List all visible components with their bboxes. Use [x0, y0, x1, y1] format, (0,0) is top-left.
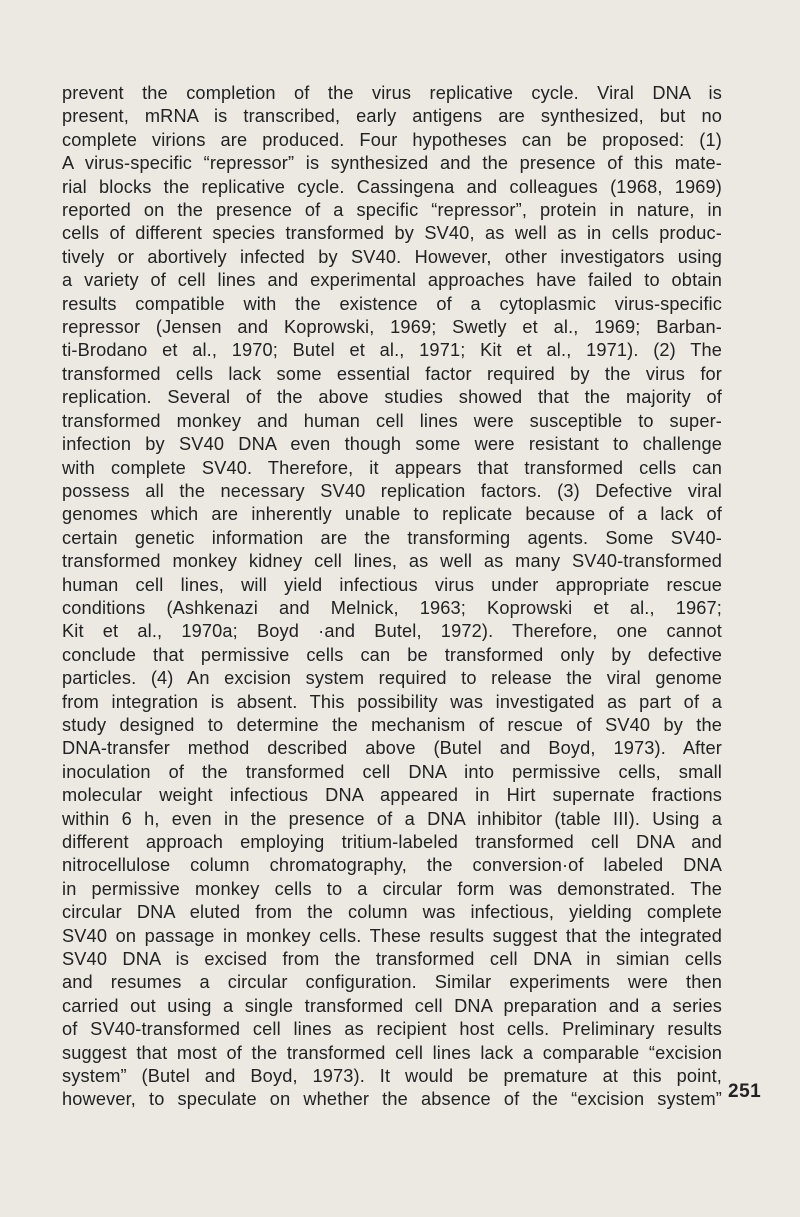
text-line: genomes which are inherently unable to replicate because of a lack of	[62, 504, 722, 525]
text-line: Kit et al., 1970a; Boyd ·and Butel, 1972). Therefore, one cannot	[62, 621, 722, 642]
text-line: results compatible with the existence of a cytoplasmic virus-specific	[62, 293, 722, 314]
text-line: particles. (4) An excision system required to release the viral genome	[62, 668, 722, 689]
text-line: with complete SV40. Therefore, it appears that transformed cells can	[62, 457, 722, 478]
text-line: tively or abortively infected by SV40. However, other investigators using	[62, 246, 722, 267]
text-line: conclude that permissive cells can be transformed only by defective	[62, 644, 722, 665]
text-line: from integration is absent. This possibility was investigated as part of a	[62, 691, 722, 712]
text-line: infection by SV40 DNA even though some were resistant to challenge	[62, 434, 722, 455]
text-line: transformed monkey kidney cell lines, as well as many SV40-transformed	[62, 551, 722, 572]
page-number: 251	[728, 1081, 762, 1102]
text-line: within 6 h, even in the presence of a DNA inhibitor (table III). Using a	[62, 808, 722, 829]
text-line: a variety of cell lines and experimental approaches have failed to obtain	[62, 270, 722, 291]
text-line: DNA-transfer method described above (Butel and Boyd, 1973). After	[62, 738, 722, 759]
text-line: system” (Butel and Boyd, 1973). It would be premature at this point,	[62, 1066, 722, 1087]
text-line: carried out using a single transformed cell DNA preparation and a series	[62, 995, 722, 1016]
text-line: circular DNA eluted from the column was infectious, yielding complete	[62, 902, 722, 923]
text-line: rial blocks the replicative cycle. Cassingena and colleagues (1968, 1969)	[62, 176, 722, 197]
text-line: certain genetic information are the transforming agents. Some SV40-	[62, 527, 722, 548]
text-line: possess all the necessary SV40 replication factors. (3) Defective viral	[62, 480, 722, 501]
text-line: complete virions are produced. Four hypotheses can be proposed: (1)	[62, 129, 722, 150]
text-line: A virus-specific “repressor” is synthesized and the presence of this mate-	[62, 153, 722, 174]
text-line: repressor (Jensen and Koprowski, 1969; Swetly et al., 1969; Barban-	[62, 317, 722, 338]
text-line: different approach employing tritium-labeled transformed cell DNA and	[62, 832, 722, 852]
text-line: reported on the presence of a specific “repressor”, protein in nature, in	[62, 200, 722, 221]
text-line: however, to speculate on whether the absence of the “excision system”	[62, 1089, 722, 1110]
text-line: in permissive monkey cells to a circular form was demonstrated. The	[62, 878, 722, 899]
text-line: nitrocellulose column chromatography, the conversion·of labeled DNA	[62, 855, 722, 876]
text-line: molecular weight infectious DNA appeared in Hirt supernate fractions	[62, 785, 722, 806]
text-line: study designed to determine the mechanism of rescue of SV40 by the	[62, 714, 722, 735]
text-line: present, mRNA is transcribed, early antigens are synthesized, but no	[62, 106, 722, 127]
text-line: suggest that most of the transformed cell lines lack a comparable “excision	[62, 1042, 722, 1063]
body-paragraph	[62, 82, 722, 1112]
text-line: and resumes a circular configuration. Similar experiments were then	[62, 972, 722, 993]
text-line: transformed monkey and human cell lines were susceptible to super-	[62, 410, 722, 431]
text-line: conditions (Ashkenazi and Melnick, 1963; Koprowski et al., 1967;	[62, 597, 722, 618]
text-line: replication. Several of the above studies showed that the majority of	[62, 387, 722, 408]
text-line: human cell lines, will yield infectious virus under appropriate rescue	[62, 574, 722, 595]
text-line: SV40 DNA is excised from the transformed cell DNA in simian cells	[62, 949, 722, 970]
text-line: transformed cells lack some essential factor required by the virus for	[62, 363, 722, 384]
text-line: inoculation of the transformed cell DNA into permissive cells, small	[62, 761, 722, 782]
text-line: SV40 on passage in monkey cells. These results suggest that the integrated	[62, 925, 722, 946]
text-line: ti-Brodano et al., 1970; Butel et al., 1971; Kit et al., 1971). (2) The	[62, 340, 722, 361]
text-line: prevent the completion of the virus replicative cycle. Viral DNA is	[62, 83, 722, 103]
text-line: of SV40-transformed cell lines as recipient host cells. Preliminary results	[62, 1019, 722, 1040]
text-line: cells of different species transformed by SV40, as well as in cells produc-	[62, 223, 722, 244]
